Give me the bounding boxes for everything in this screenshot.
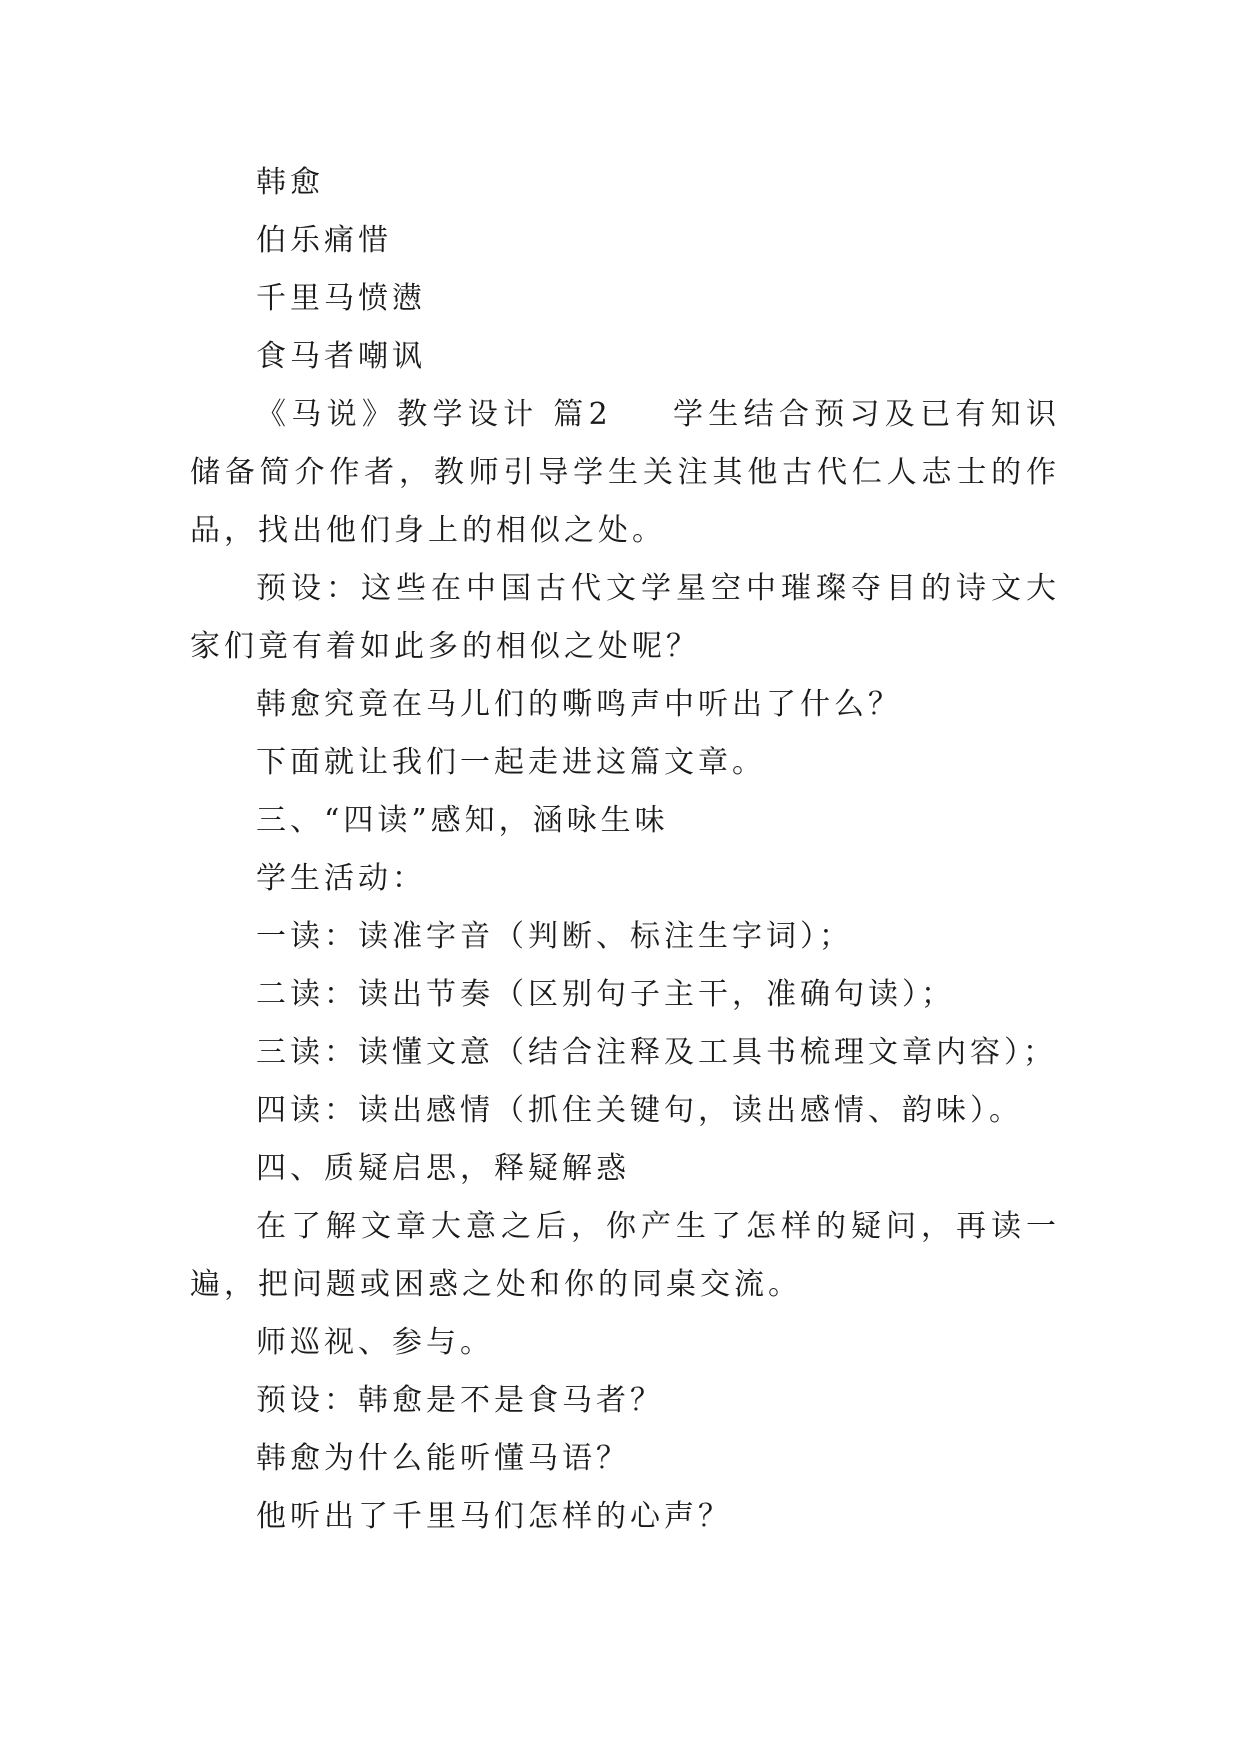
preset-line: 预设：韩愈是不是食马者？ (256, 1383, 664, 1418)
section-paragraph (190, 386, 1060, 560)
section-heading: 《马说》教学设计 篇2 (256, 397, 612, 432)
text-line: 伯乐痛惜 (256, 223, 392, 258)
question-line: 韩愈为什么能听懂马语？ (256, 1441, 630, 1476)
document-body (190, 154, 1060, 1546)
text-line: 食马者嘲讽 (256, 339, 426, 374)
question-line: 韩愈究竟在马儿们的嘶鸣声中听出了什么？ (256, 687, 902, 722)
question-line: 他听出了千里马们怎样的心声？ (256, 1499, 732, 1534)
intro-paragraph: 学生结合预习及已有知识储备简介作者，教师引导学生关注其他古代仁人志士的作品，找出他们身上的相似之处。 (190, 397, 1061, 548)
reading-step: 三读：读懂文意（结合注释及工具书梳理文章内容）； (256, 1035, 1057, 1070)
author-line: 韩愈 (256, 165, 324, 200)
preset-paragraph: 预设：这些在中国古代文学星空中璀璨夺目的诗文大家们竟有着如此多的相似之处呢？ (190, 571, 1060, 664)
reading-step: 二读：读出节奏（区别句子主干，准确句读）； (256, 977, 955, 1012)
reading-step: 一读：读准字音（判断、标注生字词）； (256, 919, 853, 954)
step-heading: 三、“四读”感知，涵咏生味 (256, 803, 669, 838)
transition-line: 下面就让我们一起走进这篇文章。 (256, 745, 766, 780)
reading-step: 四读：读出感情（抓住关键句，读出感情、韵味）。 (256, 1093, 1023, 1128)
question-paragraph: 在了解文章大意之后，你产生了怎样的疑问，再读一遍，把问题或困惑之处和你的同桌交流。 (190, 1209, 1060, 1302)
teacher-action-line: 师巡视、参与。 (256, 1325, 494, 1360)
activity-label: 学生活动： (256, 861, 426, 896)
text-line: 千里马愤懑 (256, 281, 426, 316)
step-heading: 四、质疑启思，释疑解惑 (256, 1151, 630, 1186)
